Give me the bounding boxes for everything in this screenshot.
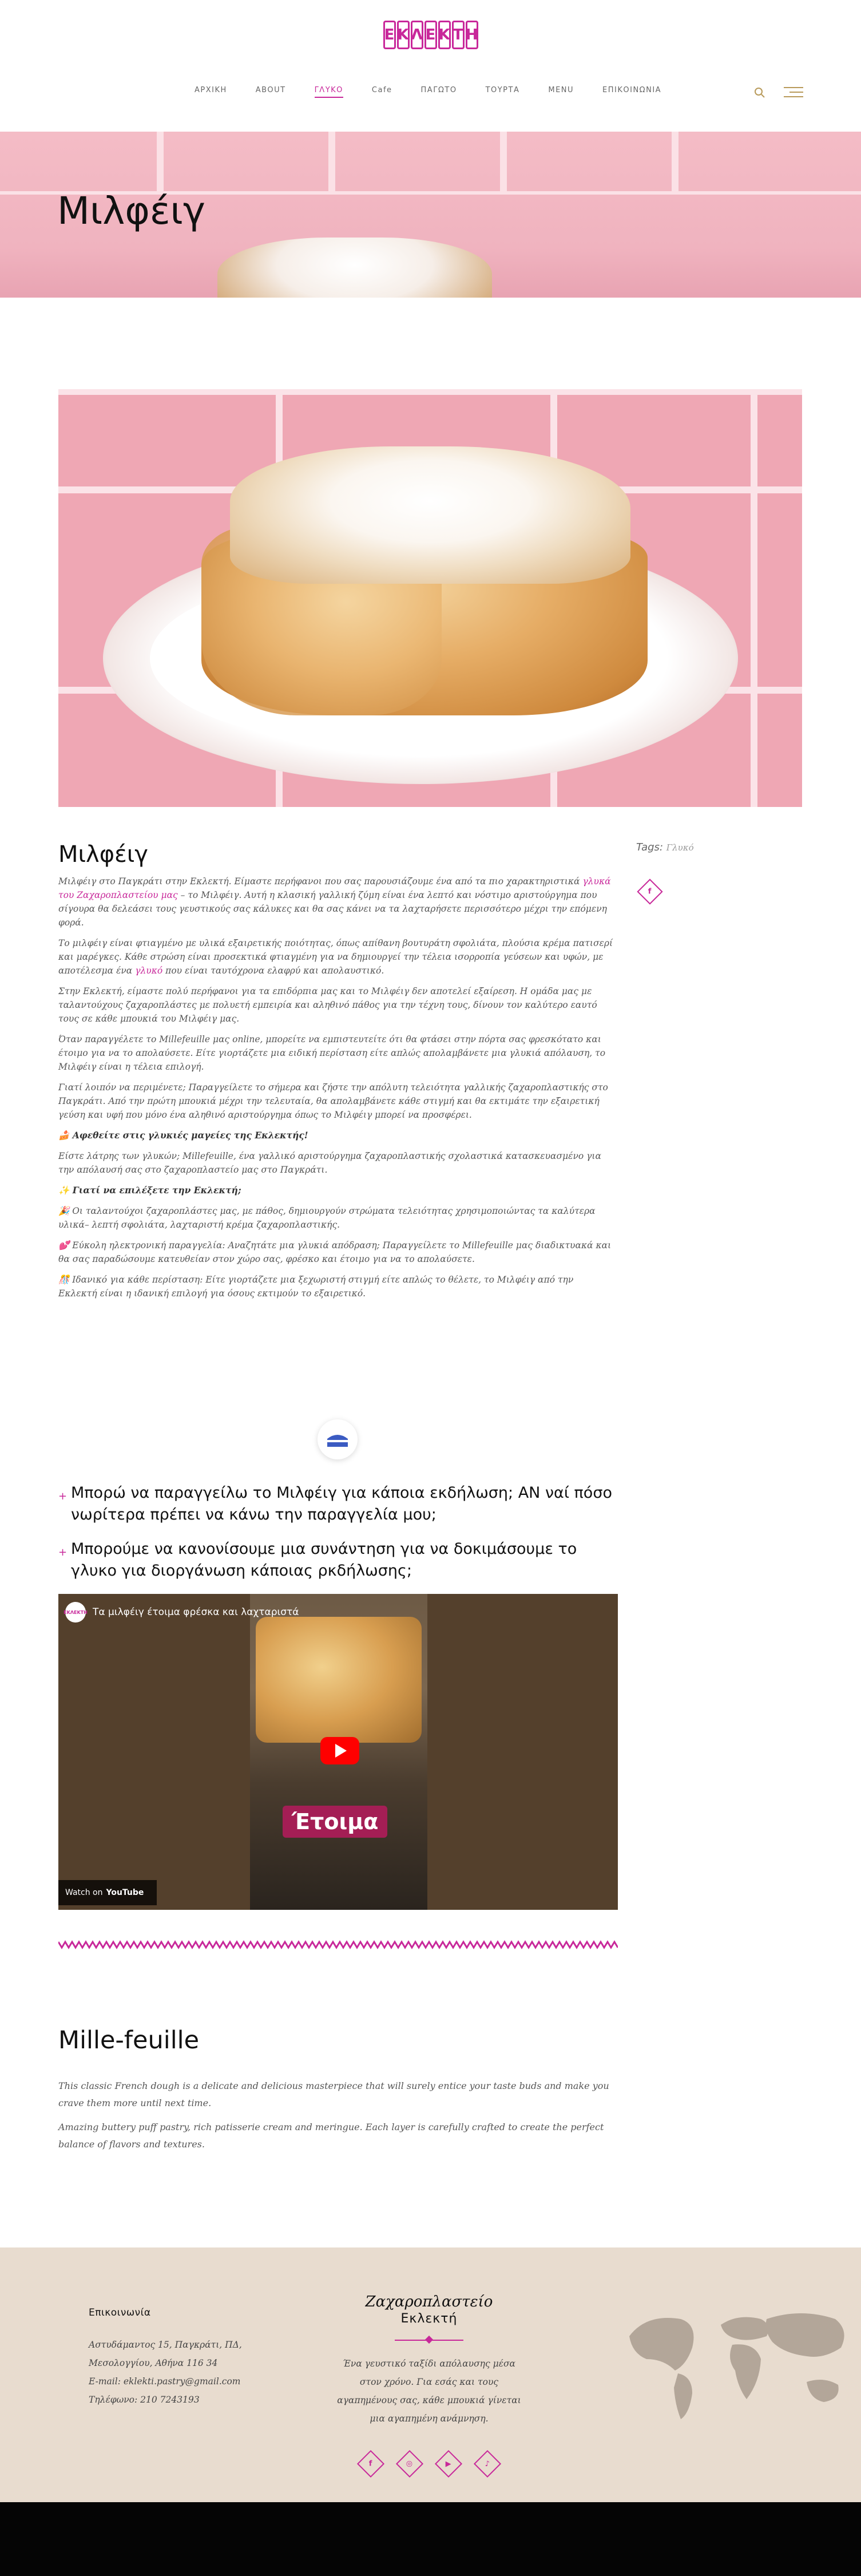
english-paragraph: Amazing buttery puff pastry, rich patisserie cream and meringue. Each layer is carefully crafted to create the perfect balance of flavors and textures. — [58, 2122, 604, 2150]
wave-divider — [58, 1940, 618, 1949]
plus-icon: + — [58, 1546, 68, 1558]
cake-icon — [318, 1419, 358, 1459]
article-paragraph: Μιλφέιγ στο Παγκράτι στην Εκλεκτή. Είμαστε περήφανοι που σας παρουσιάζουμε ένα από τα πιο χαρακτηριστικά γλυκά του Ζαχαροπλαστείου μας – το Μιλφέιγ. Αυτή η κλασική γαλλική ζύμη είναι ένα λεπτό και νόστιμο αριστούργημα που σίγουρα θα δελεάσει τους γευστικούς σας κάλυκες και θα σας κάνει να τα λαχταρήσετε περισσότερο μέχρι την επόμενη φορά. — [58, 876, 611, 928]
phone[interactable]: Τηλέφωνο: 210 7243193 — [89, 2395, 200, 2405]
tile-decor — [503, 132, 675, 195]
article-paragraph: Είστε λάτρης των γλυκών; Millefeuille, ένα γαλλικό αριστούργημα ζαχαροπλαστικής σχολαστικά κατασκευασμένο για την απόλαυσή σας στο ζαχαροπλαστείο μας στο Παγκράτι. — [58, 1151, 601, 1175]
hero-title: Μιλφέιγ — [57, 189, 205, 233]
video-thumbnail — [256, 1617, 422, 1743]
video-title[interactable]: Τα μιλφέιγ έτοιμα φρέσκα και λαχταριστά — [93, 1606, 299, 1618]
brand-description: Ένα γευστικό ταξίδι απόλαυσης μέσα στον χρόνο. Για εσάς και τους αγαπημένους σας, κάθε μπουκιά γίνεται μια αγαπημένη ανάμνηση. — [337, 2359, 521, 2424]
tile-decor — [332, 132, 503, 195]
instagram-button[interactable] — [396, 2450, 423, 2478]
nav-item[interactable]: MENU — [548, 86, 574, 94]
faq-item[interactable] — [58, 1538, 614, 1582]
footer-contact — [89, 2307, 277, 2409]
article-bullet: 💕 Εύκολη ηλεκτρονική παραγγελία: Αναζητάτε μια γλυκιά απόδραση; Παραγγείλετε το Millefeuille μας διαδικτυακά και θα σας παραδώσουμε κατευθείαν στον χώρο σας, φρέσκο και έτοιμο για να το απολαύσετε. — [58, 1240, 612, 1264]
article-content — [58, 841, 614, 1307]
address-line: Αστυδάμαντος 15, Παγκράτι, ΠΔ, — [89, 2340, 242, 2350]
nav-item[interactable]: Cafe — [371, 86, 392, 94]
youtube-button[interactable] — [435, 2450, 462, 2478]
tag-link[interactable]: Γλυκό — [666, 842, 694, 853]
logo-letters[interactable] — [383, 21, 478, 49]
site-header — [0, 0, 861, 132]
facebook-button[interactable] — [357, 2450, 384, 2478]
site-footer — [0, 2247, 861, 2502]
article-paragraph: Όταν παραγγέλετε το Millefeuille μας online, μπορείτε να εμπιστευτείτε ότι θα φτάσει στην πόρτα σας φρεσκότατο και έτοιμο για να το απολαύσετε. Είτε γιορτάζετε μια ειδική περίσταση είτε απλώς απολαμβάνετε μια γλυκιά απόλαυση, το Μιλφέιγ είναι η τέλεια επιλογή. — [58, 1034, 606, 1072]
tiktok-icon: ♪ — [485, 2459, 490, 2468]
article-paragraph: Στην Εκλεκτή, είμαστε πολύ περήφανοι για τα επιδόρπια μας και το Μιλφέιγ δεν αποτελεί εξαίρεση. Η ομάδα μας με ταλαντούχους ζαχαροπλάστες με πολυετή εμπειρία και αληθινό πάθος για την τέχνη τους, δίνουν τον καλύτερο εαυτό τους σε κάθε μπουκιά του Μιλφέιγ μας. — [58, 986, 597, 1024]
watch-on-youtube-button[interactable] — [58, 1880, 157, 1905]
nav-item[interactable]: ABOUT — [255, 86, 286, 94]
youtube-icon: ▶ — [446, 2459, 451, 2468]
bottom-bar — [0, 2502, 861, 2576]
play-button[interactable] — [320, 1737, 359, 1764]
nav-item[interactable]: ΓΛΥΚΟ — [314, 86, 343, 94]
tile-decor — [675, 132, 861, 195]
tiktok-button[interactable] — [474, 2450, 501, 2478]
address-line: Μεσολογγίου, Αθήνα 116 34 — [89, 2358, 218, 2368]
footer-brand — [320, 2293, 538, 2474]
english-paragraph: This classic French dough is a delicate and delicious masterpiece that will surely entice your taste buds and make you crave them more until next time. — [58, 2080, 609, 2108]
hero-banner — [0, 132, 861, 298]
tile-decor — [160, 132, 332, 195]
plus-icon: + — [58, 1490, 68, 1502]
faq-item[interactable] — [58, 1482, 614, 1526]
tags — [636, 841, 779, 853]
contact-title: Επικοινωνία — [89, 2307, 151, 2318]
brand-name: Ζαχαροπλαστείο — [365, 2293, 493, 2310]
article-title: Μιλφέιγ — [58, 841, 148, 868]
facebook-icon: f — [648, 887, 652, 896]
product-photo — [58, 389, 802, 807]
hero-cake-image — [217, 238, 492, 298]
sidebar — [636, 841, 779, 896]
article-subheading: ✨ Γιατί να επιλέξετε την Εκλεκτή; — [58, 1185, 241, 1196]
brand-name-secondary: Εκλεκτή — [400, 2312, 458, 2326]
video-header[interactable] — [65, 1602, 299, 1623]
sweet-link[interactable]: γλυκό — [135, 965, 163, 976]
logo-letter: Τ — [452, 21, 465, 49]
logo-letter: Κ — [438, 21, 451, 49]
youtube-video[interactable] — [58, 1594, 618, 1910]
faq-question: Μπορώ να παραγγείλω το Μιλφέιγ για κάποια εκδήλωση; ΑΝ ναί πόσο νωρίτερα πρέπει να κάνω την παραγγελία μου; — [71, 1484, 612, 1524]
article-bullet: 🎉 Οι ταλαντούχοι ζαχαροπλάστες μας, με πάθος, δημιουργούν στρώματα τελειότητας χρησιμοποιώντας τα καλύτερα υλικά– λεπτή σφολιάτα, λαχταριστή κρέμα ζαχαροπλαστικής. — [58, 1206, 596, 1230]
social-links — [320, 2454, 538, 2474]
logo-letter: Κ — [397, 21, 410, 49]
facebook-icon: f — [369, 2459, 372, 2468]
article-paragraph: Γιατί λοιπόν να περιμένετε; Παραγγείλετε το σήμερα και ζήστε την απόλυτη τελειότητα γαλλικής ζαχαροπλαστικής στο Παγκράτι. Από την πρώτη μπουκιά μέχρι την τελευταία, θα απολαμβάνετε κάθε στιγμή και θα εκτιμάτε την εξαιρετική γεύση και υφή που μόνο ένα αληθινό αριστούργημα όπως το Μιλφέιγ μπορεί να προσφέρει. — [58, 1082, 608, 1120]
article-bullet: 🎊 Ιδανικό για κάθε περίσταση: Είτε γιορτάζετε μια ξεχωριστή στιγμή είτε απλώς το θέλετε, το Μιλφέιγ από την Εκλεκτή είναι η ιδανική επιλογή για όσους εκτιμούν το εξαιρετικό. — [58, 1275, 574, 1299]
sweets-link[interactable]: γλυκά του Ζαχαροπλαστείου μας — [58, 876, 611, 900]
hamburger-icon[interactable] — [784, 87, 803, 98]
faq-list — [58, 1482, 614, 1594]
email[interactable]: E-mail: eklekti.pastry@gmail.com — [89, 2376, 241, 2387]
watch-on-label: Watch on — [65, 1888, 103, 1897]
article-paragraph: Το μιλφέιγ είναι φτιαγμένο με υλικά εξαιρετικής ποιότητας, όπως απίθανη βουτυράτη σφολιάτα, πλούσια κρέμα πατισερί και μαρέγκες. Κάθε στρώση είναι προσεκτικά φτιαγμένη για να δημιουργεί την τέλεια ισορροπία γεύσεων και υφών, με αποτέλεσμα ένα γλυκό που είναι ταυτόχρονα ελαφρύ και απολαυστικό. — [58, 938, 613, 976]
brand-separator — [395, 2340, 463, 2341]
logo-letter: Ε — [383, 21, 396, 49]
tags-label: Tags: — [636, 841, 664, 853]
facebook-share-button[interactable] — [637, 879, 662, 904]
logo-letter: Η — [466, 21, 478, 49]
english-section — [58, 2026, 630, 2160]
logo[interactable] — [0, 21, 861, 49]
article-subheading: 🍰 Αφεθείτε στις γλυκιές μαγείες της Εκλεκτής! — [58, 1130, 308, 1141]
world-map-icon — [624, 2302, 852, 2422]
video-caption: Έτοιμα — [283, 1806, 387, 1838]
main-nav — [195, 86, 661, 94]
faq-question: Μπορούμε να κανονίσουμε μια συνάντηση για να δοκιμάσουμε το γλυκο για διοργάνωση κάποιας ρκδήλωσης; — [71, 1540, 577, 1580]
channel-avatar[interactable]: ΕΚΛΕΚΤΗ — [65, 1602, 86, 1623]
youtube-logo: YouTube — [106, 1888, 144, 1897]
nav-item[interactable]: ΤΟΥΡΤΑ — [485, 86, 520, 94]
instagram-icon: ◎ — [406, 2459, 413, 2468]
nav-item[interactable]: ΕΠΙΚΟΙΝΩΝΙΑ — [602, 86, 662, 94]
logo-letter: Ε — [424, 21, 437, 49]
tile-decor — [0, 132, 160, 195]
search-icon[interactable] — [754, 87, 765, 98]
nav-item[interactable]: ΑΡΧΙΚΗ — [195, 86, 227, 94]
nav-item[interactable]: ΠΑΓΩΤΟ — [420, 86, 457, 94]
logo-letter: Λ — [411, 21, 423, 49]
english-title: Mille-feuille — [58, 2026, 200, 2055]
